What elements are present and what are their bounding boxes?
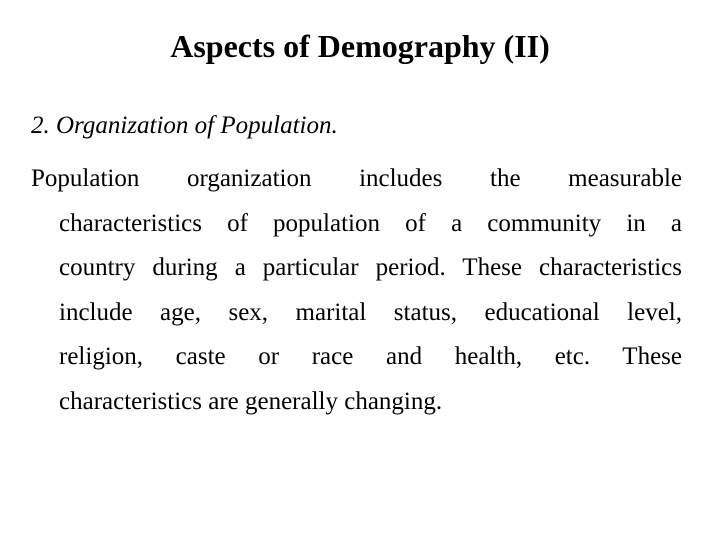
body-line: characteristics are generally changing.: [59, 387, 443, 415]
body-line: religion, caste or race and health, etc. These: [59, 343, 682, 371]
body-paragraph: [31, 157, 682, 425]
body-line: country during a particular period. These characteristics: [59, 254, 682, 282]
body-line: include age, sex, marital status, educational level,: [59, 298, 682, 326]
body-line: characteristics of population of a community in a: [59, 209, 682, 237]
section-subheading: 2. Organization of Population.: [31, 112, 338, 139]
slide-title: Aspects of Demography (II): [170, 28, 550, 64]
body-line: Population organization includes the measurable: [31, 165, 682, 192]
